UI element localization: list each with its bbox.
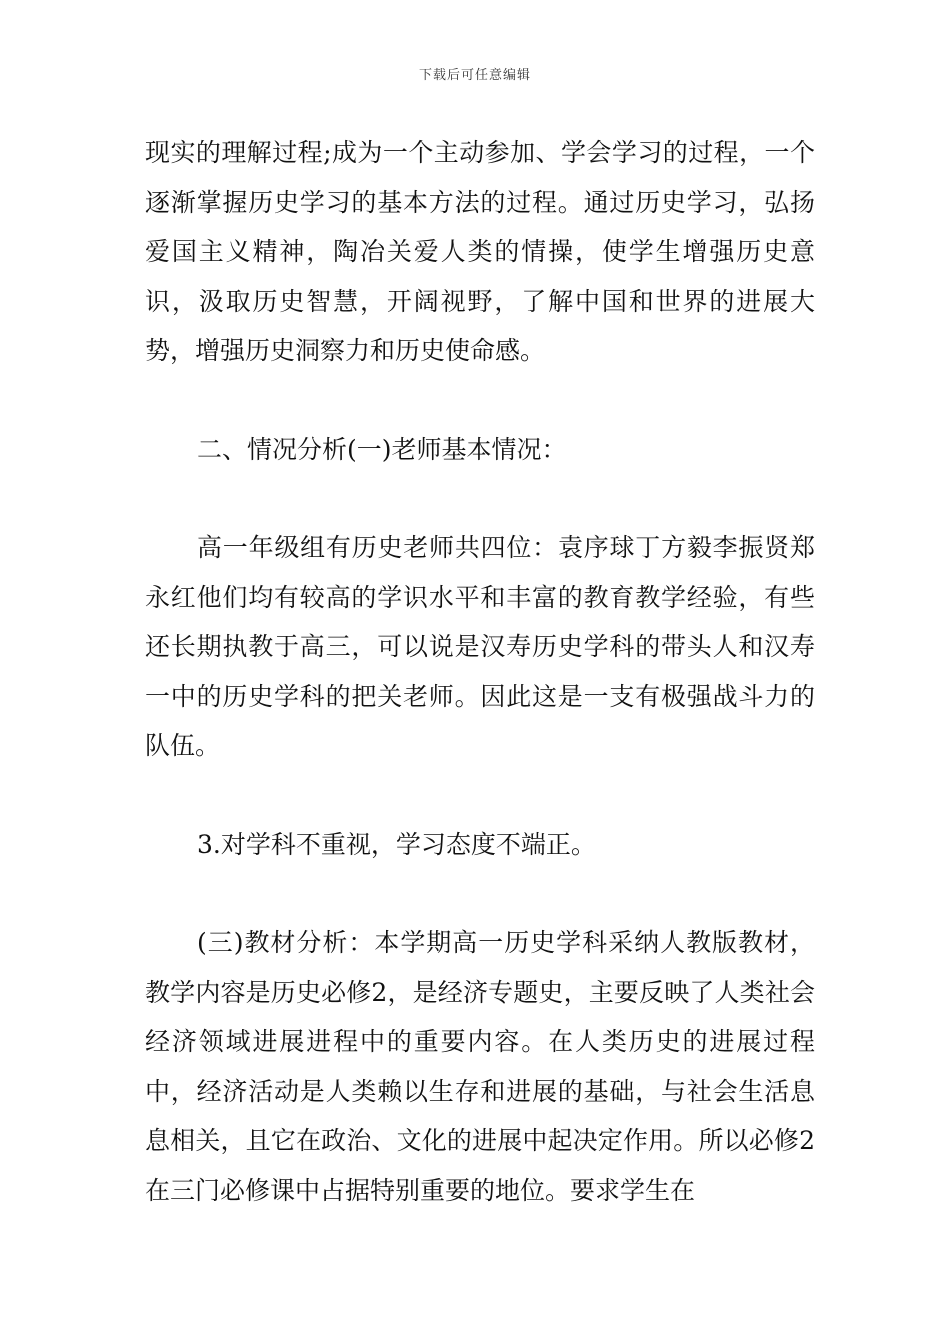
paragraph-teachers: 高一年级组有历史老师共四位：袁序球丁方毅李振贤郑永红他们均有较高的学识水平和丰富的教育教学经验，有些还长期执教于高三，可以说是汉寿历史学科的带头人和汉寿一中的历史学科的把关老师。因此这是一支有极强战斗力的队伍。 [145,533,815,760]
paragraph-gap [145,869,815,918]
document-body [145,128,815,1215]
page-header: 下载后可任意编辑 [418,68,531,83]
paragraph-gap [145,376,815,425]
list-item-3: 3.对学科不重视，学习态度不端正。 [197,829,596,859]
paragraph-gap [145,771,815,820]
paragraph-gap [145,474,815,523]
paragraph-intro-continuation: 现实的理解过程;成为一个主动参加、学会学习的过程，一个逐渐掌握历史学习的基本方法的过程。通过历史学习，弘扬爱国主义精神，陶冶关爱人类的情操，使学生增强历史意识，汲取历史智慧，开阔视野，了解中国和世界的进展大势，增强历史洞察力和历史使命感。 [145,138,815,365]
paragraph-textbook-analysis: (三)教材分析：本学期高一历史学科采纳人教版教材，教学内容是历史必修2，是经济专题史，主要反映了人类社会经济领域进展进程中的重要内容。在人类历史的进展过程中，经济活动是人类赖以生存和进展的基础，与社会生活息息相关，且它在政治、文化的进展中起决定作用。所以必修2在三门必修课中占据特别重要的地位。要求学生在 [145,928,815,1205]
section-heading-situation-analysis: 二、情况分析(一)老师基本情况： [197,434,567,464]
